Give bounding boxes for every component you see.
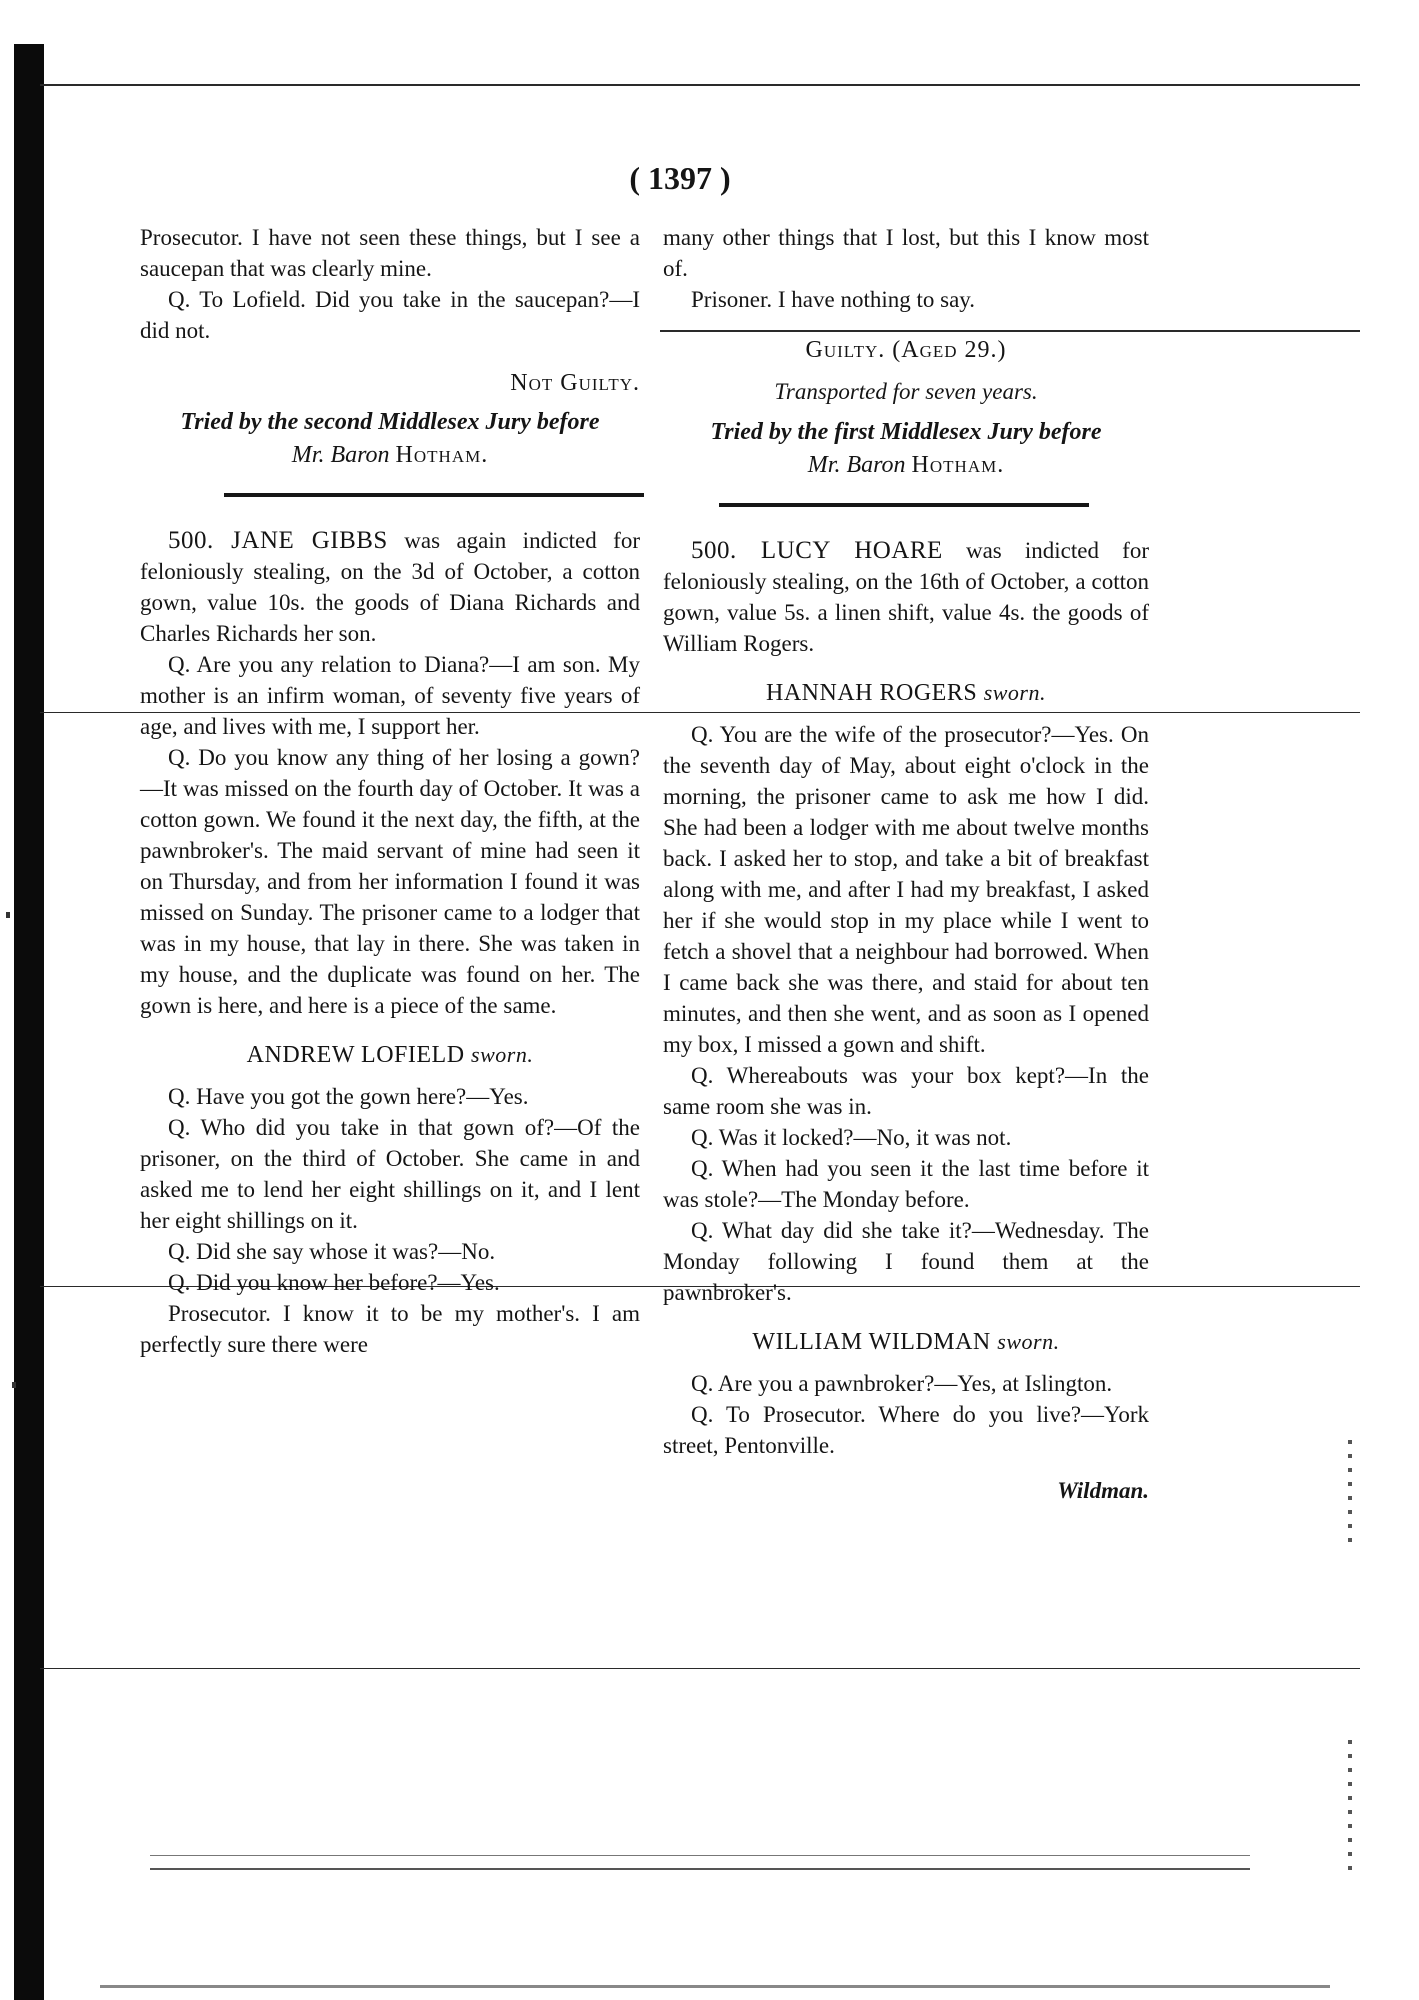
question-to-lofield: Q. To Lofield. Did you take in the saucepan?—I did not. [140,287,640,343]
judge-line [140,440,640,471]
witness-heading [140,1039,640,1071]
continued-statement: many other things that I lost, but this I know most of. [663,225,1149,281]
jury-line: Tried by the second Middlesex Jury before [180,409,600,435]
scan-speck [6,912,10,918]
jury-line: Tried by the first Middlesex Jury before [710,419,1102,445]
question-box-kept: Q. Whereabouts was your box kept?—In the same room she was in. [663,1063,1149,1119]
judge-line [663,450,1149,481]
case-text: was indicted for feloniously stealing, on the 16th of October, a cotton gown, value 5s. a linen shift, value 4s. the goods of William Rogers. [663,538,1149,656]
case-lucy-hoare [663,535,1149,659]
scan-speckles [1348,1440,1352,1550]
left-column [140,222,640,1360]
question-last-seen: Q. When had you seen it the last time before it was stole?—The Monday before. [663,1156,1149,1212]
case-jane-gibbs [140,525,640,649]
scan-line [40,84,1360,86]
scan-line [40,1668,1360,1669]
witness-sworn: sworn. [471,1042,534,1067]
case-heading: 500. LUCY HOARE [691,537,943,564]
question-relation: Q. Are you any relation to Diana?—I am son. My mother is an infirm woman, of seventy five years of age, and lives with me, I support her. [140,652,640,739]
right-column [663,222,1149,1506]
verdict-guilty: Guilty. (Aged 29.) [805,337,1007,363]
witness-heading [663,1326,1149,1358]
verdict-not-guilty: Not Guilty. [510,370,640,396]
catchword: Wildman. [1057,1478,1149,1503]
witness-name: HANNAH ROGERS [766,680,978,706]
case-text: was again indicted for feloniously stealing, on the 3d of October, a cotton gown, value 10s. the goods of Diana Richards and Charles Richards her son. [140,528,641,646]
scan-line [100,1985,1330,1988]
question-locked: Q. Was it locked?—No, it was not. [691,1125,1012,1150]
question-where-live: Q. To Prosecutor. Where do you live?—York street, Pentonville. [663,1402,1149,1458]
prosecutor-mother: Prosecutor. I know it to be my mother's. I am perfectly sure there were [140,1301,640,1357]
question-whose: Q. Did she say whose it was?—No. [168,1239,496,1264]
prisoner-statement: Prisoner. I have nothing to say. [691,287,976,312]
witness-name: ANDREW LOFIELD [246,1042,465,1068]
scan-speckles [1348,1740,1352,1870]
question-pawnbroker: Q. Are you a pawnbroker?—Yes, at Islington. [691,1371,1113,1396]
section-rule [719,503,1089,507]
scan-line [150,1855,1250,1856]
scan-speck [12,1382,16,1388]
section-rule [224,493,644,497]
question-what-day: Q. What day did she take it?—Wednesday. The Monday following I found them at the pawnbroker's. [663,1218,1149,1305]
question-know-before: Q. Did you know her before?—Yes. [168,1270,500,1295]
question-wife: Q. You are the wife of the prosecutor?—Yes. On the seventh day of May, about eight o'clock in the morning, the prisoner came to ask me how I did. She had been a lodger with me about twelve months back. I asked her to stop, and take a bit of breakfast along with me, and after I had my breakfast, I asked her if she would stop in my place while I went to fetch a shovel that a neighbour had borrowed. When I came back she was there, and staid for about ten minutes, and then she went, and as soon as I opened my box, I missed a gown and shift. [663,722,1149,1057]
judge-title: Mr. Baron [291,442,390,468]
question-losing-gown: Q. Do you know any thing of her losing a gown?—It was missed on the fourth day of October. It was a cotton gown. We found it the next day, the fifth, at the pawnbroker's. The maid servant of mine had seen it on Thursday, and from her information I found it was missed on Sunday. The prisoner came to a lodger that was in my house, that lay in there. She was taken in my house, and the duplicate was found on her. The gown is here, and here is a piece of the same. [140,745,640,1018]
judge-name: Hotham. [911,452,1005,478]
witness-heading [663,677,1149,709]
case-heading: 500. JANE GIBBS [168,527,388,554]
sentence-line: Transported for seven years. [774,379,1038,404]
witness-sworn: sworn. [997,1329,1060,1354]
witness-sworn: sworn. [983,680,1046,705]
witness-name: WILLIAM WILDMAN [752,1329,991,1355]
prosecutor-statement: Prosecutor. I have not seen these things, but I see a saucepan that was clearly mine. [140,225,640,281]
page-number: ( 1397 ) [629,160,731,196]
judge-title: Mr. Baron [807,452,906,478]
question-take-in: Q. Who did you take in that gown of?—Of the prisoner, on the third of October. She came in and asked me to lend her eight shillings on it, and I lent her eight shillings on it. [140,1115,640,1233]
question-gown-here: Q. Have you got the gown here?—Yes. [168,1084,529,1109]
binding-edge [14,44,44,2000]
scan-line [150,1868,1250,1870]
judge-name: Hotham. [395,442,489,468]
